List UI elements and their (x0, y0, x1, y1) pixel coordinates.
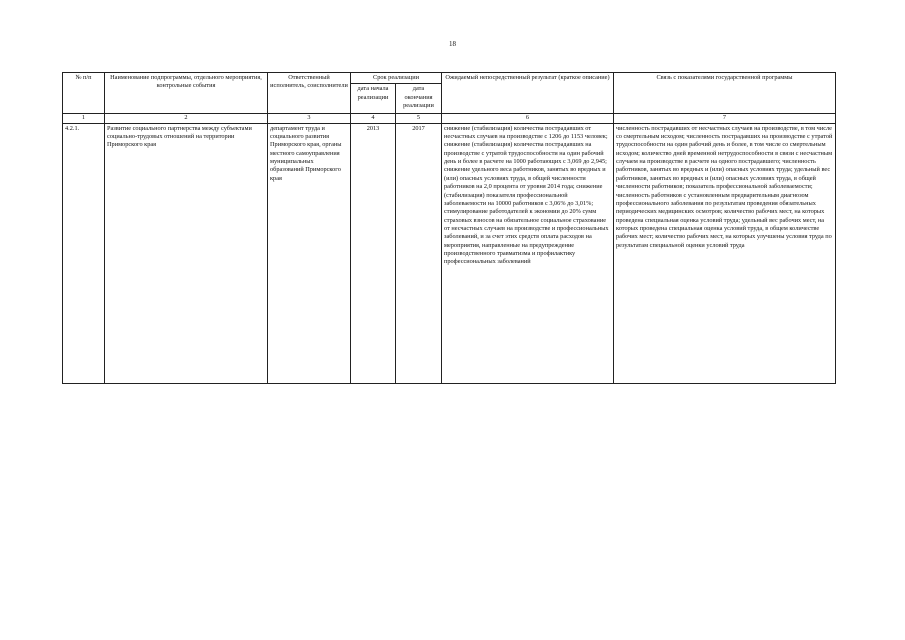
header-num: № п/п (63, 73, 105, 114)
row-name: Развитие социального партнерства между субъектами социально-трудовых отношений на территории Приморского края (105, 123, 268, 383)
row-num: 4.2.1. (63, 123, 105, 383)
header-result: Ожидаемый непосредственный результат (краткое описание) (442, 73, 614, 114)
row-result: снижение (стабилизация) количества пострадавших от несчастных случаев на производстве с 1206 до 1153 человек; снижение (стабилизация) количества пострадавших на производстве с утратой трудоспособности на один рабочий день и более в расчете на 1000 работающих с 3,069 до 2,945; снижение удельного веса работников, занятых во вредных и (или) опасных условиях труда, в общей численности работников на 2,0 процента от уровня 2014 года; снижение (стабилизация) показателя профессиональной заболеваемости на 10000 работников с 3,06% до 3,01%; стимулирование работодателей к экономии до 20% сумм страховых взносов на обязательное социальное страхование от несчастных случаев на производстве и профессиональных заболеваний, и за счет этих средств оплата расходов на мероприятия, направленные на предупреждение производственного травматизма и профилактику профессиональных заболеваний (442, 123, 614, 383)
col-number: 7 (614, 114, 836, 123)
header-name: Наименование подпрограммы, отдельного мероприятия, контрольные события (105, 73, 268, 114)
header-end: дата окончания реализации (396, 84, 442, 114)
col-number: 5 (396, 114, 442, 123)
col-number: 3 (268, 114, 351, 123)
row-link: численность пострадавших от несчастных случаев на производстве, в том числе со смертельным исходом; численность пострадавших на производстве с утратой трудоспособности на один рабочий день и более, в том числе со смертельным исходом; количество дней временной нетрудоспособности в связи с несчастным случаем на производстве в расчете на одного пострадавшего; численность работников, занятых во вредных и (или) опасных условиях труда; удельный вес работников, занятых во вредных и (или) опасных условиях труда, в общей численности работников; показатель профессиональной заболеваемости; численность работников с установленным предварительным диагнозом профессионального заболевания по результатам проведения обязательных периодических медицинских осмотров; количество рабочих мест, на которых проведена специальная оценка условий труда; удельный вес рабочих мест, на которых проведена специальная оценка условий труда, в общем количестве рабочих мест; количество рабочих мест, на которых улучшены условия труда по результатам специальной оценки условий труда (614, 123, 836, 383)
table-row (63, 123, 836, 383)
row-responsible: департамент труда и социального развития Приморского края, органы местного самоуправления муниципальных образований Приморского края (268, 123, 351, 383)
row-start: 2013 (351, 123, 396, 383)
header-term: Срок реализации (351, 73, 442, 84)
header-responsible: Ответственный исполнитель, соисполнители (268, 73, 351, 114)
row-end: 2017 (396, 123, 442, 383)
header-link: Связь с показателями государственной программы (614, 73, 836, 114)
col-number: 6 (442, 114, 614, 123)
col-number: 2 (105, 114, 268, 123)
page-number: 18 (449, 40, 456, 48)
program-table (62, 72, 836, 384)
column-number-row (63, 114, 836, 123)
col-number: 1 (63, 114, 105, 123)
col-number: 4 (351, 114, 396, 123)
header-start: дата начала реализации (351, 84, 396, 114)
